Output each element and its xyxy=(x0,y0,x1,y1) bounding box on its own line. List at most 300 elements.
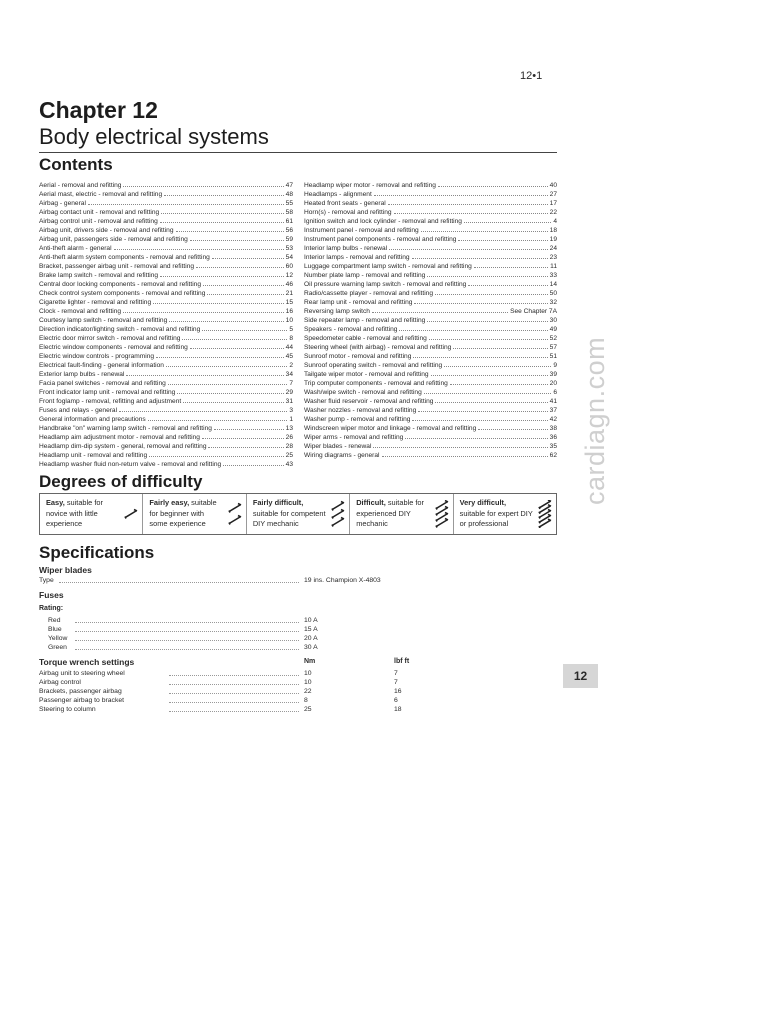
difficulty-line-2: suitable for competent xyxy=(252,508,326,518)
entry-page: 51 xyxy=(549,353,557,360)
entry-title: General information and precautions xyxy=(39,416,146,423)
spec-value: 22 xyxy=(304,688,312,695)
spec-name: Passenger airbag to bracket xyxy=(39,697,125,704)
leader-dots xyxy=(223,465,284,466)
fuses-heading: Fuses xyxy=(39,590,64,600)
entry-page: 8 xyxy=(289,335,293,342)
contents-entry xyxy=(304,451,557,460)
contents-entry xyxy=(304,190,557,199)
difficulty-line-3: DIY mechanic xyxy=(252,519,299,528)
contents-entry xyxy=(39,307,293,316)
leader-dots xyxy=(119,411,287,412)
entry-title: Wiring diagrams - general xyxy=(304,452,380,459)
entry-page: 53 xyxy=(285,245,293,252)
leader-dots xyxy=(88,204,284,205)
entry-page: 26 xyxy=(285,434,293,441)
contents-entry xyxy=(39,415,293,424)
entry-page: 25 xyxy=(285,452,293,459)
entry-title: Speedometer cable - removal and refitting xyxy=(304,335,427,342)
difficulty-level xyxy=(454,494,556,534)
leader-dots xyxy=(418,411,547,412)
leader-dots xyxy=(431,375,548,376)
contents-entry xyxy=(304,352,557,361)
contents-entry xyxy=(304,244,557,253)
watermark: cardiagn.com xyxy=(580,336,610,505)
contents-entry xyxy=(304,199,557,208)
entry-title: Windscreen wiper motor and linkage - removal and refitting xyxy=(304,425,477,432)
contents-entry xyxy=(39,397,293,406)
spec-row xyxy=(39,669,509,678)
entry-page: 4 xyxy=(553,218,557,225)
entry-title: Electric window components - removal and refitting xyxy=(39,344,188,351)
leader-dots xyxy=(444,366,551,367)
entry-page: 40 xyxy=(549,182,557,189)
entry-page: 7 xyxy=(289,380,293,387)
entry-title: Ignition switch and lock cylinder - removal and refitting xyxy=(304,218,462,225)
entry-title: Exterior lamp bulbs - renewal xyxy=(39,371,125,378)
contents-entry xyxy=(39,433,293,442)
leader-dots xyxy=(169,693,299,694)
entry-page: 60 xyxy=(285,263,293,270)
entry-page: 20 xyxy=(549,380,557,387)
entry-title: Electric window controls - programming xyxy=(39,353,155,360)
spec-value: 8 xyxy=(304,697,308,704)
specifications-heading: Specifications xyxy=(39,543,155,562)
spec-row xyxy=(39,643,509,652)
contents-entry xyxy=(39,280,293,289)
spec-row xyxy=(39,678,509,687)
entry-page: 29 xyxy=(285,389,293,396)
entry-page: 59 xyxy=(285,236,293,243)
leader-dots xyxy=(203,285,284,286)
leader-dots xyxy=(196,267,284,268)
contents-entry xyxy=(304,325,557,334)
contents-entry xyxy=(39,451,293,460)
leader-dots xyxy=(168,384,288,385)
entry-page: 16 xyxy=(285,308,293,315)
spec-value: 19 ins. Champion X-4803 xyxy=(304,577,381,584)
entry-title: Courtesy lamp switch - removal and refitting xyxy=(39,317,168,324)
entry-page: 42 xyxy=(549,416,557,423)
entry-page: 28 xyxy=(285,443,293,450)
contents-entry xyxy=(39,253,293,262)
leader-dots xyxy=(207,294,283,295)
entry-title: Anti-theft alarm - general xyxy=(39,245,112,252)
leader-dots xyxy=(427,276,547,277)
entry-page: 17 xyxy=(549,200,557,207)
entry-page: 49 xyxy=(549,326,557,333)
entry-title: Side repeater lamp - removal and refitting xyxy=(304,317,426,324)
entry-title: Washer fluid reservoir - removal and refitting xyxy=(304,398,434,405)
difficulty-line-3: experience xyxy=(46,519,83,528)
contents-entry xyxy=(39,190,293,199)
spanner-3-icon xyxy=(331,500,345,528)
contents-entry xyxy=(304,415,557,424)
contents-entry xyxy=(304,298,557,307)
entry-title: Wiper arms - removal and refitting xyxy=(304,434,404,441)
contents-entry xyxy=(39,217,293,226)
entry-page: 39 xyxy=(549,371,557,378)
entry-title: Cigarette lighter - removal and refitting xyxy=(39,299,152,306)
difficulty-name: Fairly easy, xyxy=(149,498,190,507)
leader-dots xyxy=(149,456,284,457)
entry-title: Wiper blades - renewal xyxy=(304,443,372,450)
entry-title: Speakers - removal and refitting xyxy=(304,326,398,333)
leader-dots xyxy=(474,267,548,268)
entry-title: Fuses and relays - general xyxy=(39,407,118,414)
leader-dots xyxy=(176,231,284,232)
spec-name: Airbag unit to steering wheel xyxy=(39,670,125,677)
entry-title: Airbag unit, drivers side - removal and refitting xyxy=(39,227,174,234)
spec-value: 10 xyxy=(304,670,312,677)
entry-page: 5 xyxy=(289,326,293,333)
spec-value: 10 xyxy=(304,679,312,686)
entry-title: Number plate lamp - removal and refitting xyxy=(304,272,426,279)
entry-page: 38 xyxy=(549,425,557,432)
spec-value: 10 A xyxy=(304,617,318,624)
entry-page: 34 xyxy=(285,371,293,378)
entry-title: Headlamp aim adjustment motor - removal and refitting xyxy=(39,434,200,441)
leader-dots xyxy=(164,195,284,196)
difficulty-desc: suitable xyxy=(189,498,217,507)
entry-page: 43 xyxy=(285,461,293,468)
leader-dots xyxy=(394,213,548,214)
contents-entry xyxy=(304,181,557,190)
entry-title: Reversing lamp switch xyxy=(304,308,370,315)
leader-dots xyxy=(478,429,547,430)
entry-page: 15 xyxy=(285,299,293,306)
entry-title: Washer pump - removal and refitting xyxy=(304,416,411,423)
contents-entry xyxy=(304,208,557,217)
spanner-4-icon xyxy=(435,500,449,528)
spec-row xyxy=(39,634,509,643)
leader-dots xyxy=(166,366,287,367)
leader-dots xyxy=(160,222,284,223)
contents-entry xyxy=(304,343,557,352)
entry-page: See Chapter 7A xyxy=(510,308,557,315)
entry-title: Steering wheel (with airbag) - removal and refitting xyxy=(304,344,452,351)
leader-dots xyxy=(190,348,284,349)
leader-dots xyxy=(421,231,548,232)
leader-dots xyxy=(75,640,299,641)
chapter-number: Chapter 12 xyxy=(39,97,158,123)
entry-page: 27 xyxy=(549,191,557,198)
entry-page: 32 xyxy=(549,299,557,306)
leader-dots xyxy=(169,675,299,676)
spec-value-lbfft: 16 xyxy=(394,688,402,695)
entry-title: Aerial - removal and refitting xyxy=(39,182,122,189)
contents-entry xyxy=(304,334,557,343)
spec-name: Type xyxy=(39,577,54,584)
spec-value: 15 A xyxy=(304,626,318,633)
leader-dots xyxy=(75,649,299,650)
leader-dots xyxy=(435,294,548,295)
entry-page: 10 xyxy=(285,317,293,324)
contents-entry xyxy=(39,316,293,325)
leader-dots xyxy=(214,429,284,430)
difficulty-name: Difficult, xyxy=(356,498,386,507)
lbfft-column-header: lbf ft xyxy=(394,658,410,665)
entry-page: 56 xyxy=(285,227,293,234)
wiper-blades-heading: Wiper blades xyxy=(39,565,92,575)
spanner-1-icon xyxy=(124,500,138,528)
entry-page: 55 xyxy=(285,200,293,207)
leader-dots xyxy=(114,249,284,250)
entry-title: Washer nozzles - removal and refitting xyxy=(304,407,417,414)
entry-page: 3 xyxy=(289,407,293,414)
contents-entry xyxy=(39,181,293,190)
leader-dots xyxy=(412,420,547,421)
leader-dots xyxy=(123,312,284,313)
contents-entry xyxy=(39,334,293,343)
entry-page: 13 xyxy=(285,425,293,432)
contents-entry xyxy=(304,289,557,298)
entry-page: 19 xyxy=(549,236,557,243)
spec-row xyxy=(39,576,509,585)
entry-page: 9 xyxy=(553,362,557,369)
entry-title: Clock - removal and refitting xyxy=(39,308,122,315)
leader-dots xyxy=(468,285,547,286)
entry-title: Sunroof motor - removal and refitting xyxy=(304,353,412,360)
spec-name: Brackets, passenger airbag xyxy=(39,688,122,695)
difficulty-level xyxy=(143,494,246,534)
leader-dots xyxy=(427,321,547,322)
spec-name: Blue xyxy=(48,626,62,633)
leader-dots xyxy=(169,321,283,322)
contents-entry xyxy=(39,244,293,253)
leader-dots xyxy=(75,631,299,632)
leader-dots xyxy=(183,402,283,403)
leader-dots xyxy=(75,622,299,623)
leader-dots xyxy=(438,186,548,187)
entry-title: Sunroof operating switch - removal and refitting xyxy=(304,362,443,369)
contents-entry xyxy=(39,235,293,244)
contents-entry xyxy=(39,226,293,235)
difficulty-line-3: or professional xyxy=(459,519,509,528)
spec-name: Yellow xyxy=(48,635,68,642)
leader-dots xyxy=(156,357,284,358)
entry-page: 35 xyxy=(549,443,557,450)
entry-title: Airbag unit, passengers side - removal and refitting xyxy=(39,236,188,243)
leader-dots xyxy=(169,702,299,703)
contents-entry xyxy=(39,343,293,352)
entry-title: Electric door mirror switch - removal and refitting xyxy=(39,335,181,342)
entry-title: Trip computer components - removal and refitting xyxy=(304,380,448,387)
contents-entry xyxy=(39,289,293,298)
entry-title: Check control system components - removal and refitting xyxy=(39,290,206,297)
entry-page: 37 xyxy=(549,407,557,414)
contents-entry xyxy=(304,424,557,433)
entry-title: Brake lamp switch - removal and refitting xyxy=(39,272,159,279)
entry-page: 22 xyxy=(549,209,557,216)
entry-title: Heated front seats - general xyxy=(304,200,386,207)
leader-dots xyxy=(202,438,284,439)
contents-entry xyxy=(39,424,293,433)
spec-name: Airbag control xyxy=(39,679,81,686)
contents-entry xyxy=(304,406,557,415)
entry-page: 46 xyxy=(285,281,293,288)
entry-title: Airbag - general xyxy=(39,200,86,207)
leader-dots xyxy=(389,249,547,250)
leader-dots xyxy=(208,447,283,448)
entry-title: Instrument panel - removal and refitting xyxy=(304,227,419,234)
entry-title: Headlamp wiper motor - removal and refitting xyxy=(304,182,436,189)
spec-value-lbfft: 7 xyxy=(394,670,398,677)
leader-dots xyxy=(372,312,508,313)
entry-page: 44 xyxy=(285,344,293,351)
spec-value: 25 xyxy=(304,706,312,713)
leader-dots xyxy=(161,213,283,214)
contents-list-left xyxy=(39,181,293,469)
entry-page: 6 xyxy=(553,389,557,396)
entry-title: Handbrake "on" warning lamp switch - removal and refitting xyxy=(39,425,212,432)
leader-dots xyxy=(435,402,547,403)
leader-dots xyxy=(190,240,284,241)
entry-title: Direction indicator/lighting switch - removal and refitting xyxy=(39,326,201,333)
leader-dots xyxy=(458,240,547,241)
spec-value-lbfft: 18 xyxy=(394,706,402,713)
entry-page: 52 xyxy=(549,335,557,342)
contents-entry xyxy=(304,388,557,397)
contents-entry xyxy=(39,460,293,469)
contents-entry xyxy=(304,280,557,289)
leader-dots xyxy=(424,393,552,394)
contents-entry xyxy=(304,379,557,388)
entry-title: Airbag control unit - removal and refitting xyxy=(39,218,158,225)
leader-dots xyxy=(373,447,547,448)
difficulty-level xyxy=(40,494,143,534)
entry-page: 61 xyxy=(285,218,293,225)
difficulty-table xyxy=(39,493,557,535)
entry-title: Headlamp dim-dip system - general, removal and refitting xyxy=(39,443,207,450)
entry-title: Headlamps - alignment xyxy=(304,191,372,198)
entry-title: Tailgate wiper motor - removal and refitting xyxy=(304,371,429,378)
entry-page: 2 xyxy=(289,362,293,369)
contents-entry xyxy=(304,361,557,370)
leader-dots xyxy=(453,348,547,349)
spec-name: Steering to column xyxy=(39,706,96,713)
difficulty-desc: suitable for xyxy=(64,498,103,507)
contents-entry xyxy=(304,316,557,325)
difficulty-line-3: some experience xyxy=(149,519,206,528)
entry-page: 62 xyxy=(549,452,557,459)
contents-entry xyxy=(39,271,293,280)
entry-page: 1 xyxy=(289,416,293,423)
spec-value: 20 A xyxy=(304,635,318,642)
entry-title: Horn(s) - removal and refitting xyxy=(304,209,392,216)
leader-dots xyxy=(182,339,287,340)
entry-page: 36 xyxy=(549,434,557,441)
entry-title: Luggage compartment lamp switch - removal and refitting xyxy=(304,263,472,270)
spec-row xyxy=(39,687,509,696)
entry-page: 18 xyxy=(549,227,557,234)
contents-entry xyxy=(39,361,293,370)
entry-page: 30 xyxy=(549,317,557,324)
contents-entry xyxy=(304,397,557,406)
leader-dots xyxy=(212,258,284,259)
entry-title: Aerial mast, electric - removal and refitting xyxy=(39,191,163,198)
entry-title: Wash/wipe switch - removal and refitting xyxy=(304,389,422,396)
entry-title: Bracket, passenger airbag unit - removal and refitting xyxy=(39,263,195,270)
entry-page: 50 xyxy=(549,290,557,297)
difficulty-line-2: for beginner with xyxy=(149,508,205,518)
entry-title: Interior lamp bulbs - renewal xyxy=(304,245,388,252)
leader-dots xyxy=(412,258,548,259)
spec-row xyxy=(39,616,509,625)
entry-title: Oil pressure warning lamp switch - removal and refitting xyxy=(304,281,467,288)
rating-label: Rating: xyxy=(39,605,64,612)
entry-title: Front indicator lamp unit - removal and refitting xyxy=(39,389,176,396)
difficulty-line-2: experienced DIY xyxy=(356,508,411,518)
entry-page: 23 xyxy=(549,254,557,261)
contents-list-right xyxy=(304,181,557,460)
entry-title: Facia panel switches - removal and refitting xyxy=(39,380,166,387)
spanner-5-icon xyxy=(538,500,552,528)
contents-entry xyxy=(39,352,293,361)
entry-page: 57 xyxy=(549,344,557,351)
difficulty-line-3: mechanic xyxy=(356,519,388,528)
contents-entry xyxy=(39,325,293,334)
entry-title: Airbag contact unit - removal and refitting xyxy=(39,209,160,216)
contents-entry xyxy=(39,370,293,379)
contents-entry xyxy=(39,199,293,208)
chapter-side-tab: 12 xyxy=(563,664,598,688)
contents-entry xyxy=(304,271,557,280)
spec-name: Red xyxy=(48,617,61,624)
leader-dots xyxy=(126,375,283,376)
entry-title: Headlamp washer fluid non-return valve - removal and refitting xyxy=(39,461,222,468)
entry-page: 54 xyxy=(285,254,293,261)
leader-dots xyxy=(148,420,288,421)
spec-row xyxy=(39,705,509,714)
entry-title: Rear lamp unit - removal and refitting xyxy=(304,299,413,306)
spec-value: 30 A xyxy=(304,644,318,651)
entry-title: Instrument panel components - removal and refitting xyxy=(304,236,457,243)
entry-page: 45 xyxy=(285,353,293,360)
leader-dots xyxy=(399,330,547,331)
leader-dots xyxy=(153,303,284,304)
contents-entry xyxy=(304,370,557,379)
contents-entry xyxy=(39,406,293,415)
contents-entry xyxy=(304,253,557,262)
contents-entry xyxy=(39,298,293,307)
entry-page: 12 xyxy=(285,272,293,279)
spec-row xyxy=(39,696,509,705)
entry-title: Radio/cassette player - removal and refitting xyxy=(304,290,434,297)
contents-entry xyxy=(304,217,557,226)
nm-column-header: Nm xyxy=(304,658,316,665)
contents-entry xyxy=(39,388,293,397)
entry-title: Front foglamp - removal, refitting and adjustment xyxy=(39,398,182,405)
title-rule xyxy=(39,152,557,153)
leader-dots xyxy=(382,456,548,457)
entry-page: 14 xyxy=(549,281,557,288)
difficulty-line-2: novice with little xyxy=(46,508,98,518)
contents-entry xyxy=(39,208,293,217)
contents-entry xyxy=(39,442,293,451)
contents-entry xyxy=(304,262,557,271)
entry-page: 41 xyxy=(549,398,557,405)
leader-dots xyxy=(374,195,548,196)
leader-dots xyxy=(169,684,299,685)
entry-title: Headlamp unit - removal and refitting xyxy=(39,452,148,459)
entry-page: 58 xyxy=(285,209,293,216)
spec-row xyxy=(39,625,509,634)
spec-name: Green xyxy=(48,644,67,651)
leader-dots xyxy=(59,582,299,583)
entry-page: 21 xyxy=(285,290,293,297)
entry-title: Anti-theft alarm system components - removal and refitting xyxy=(39,254,210,261)
